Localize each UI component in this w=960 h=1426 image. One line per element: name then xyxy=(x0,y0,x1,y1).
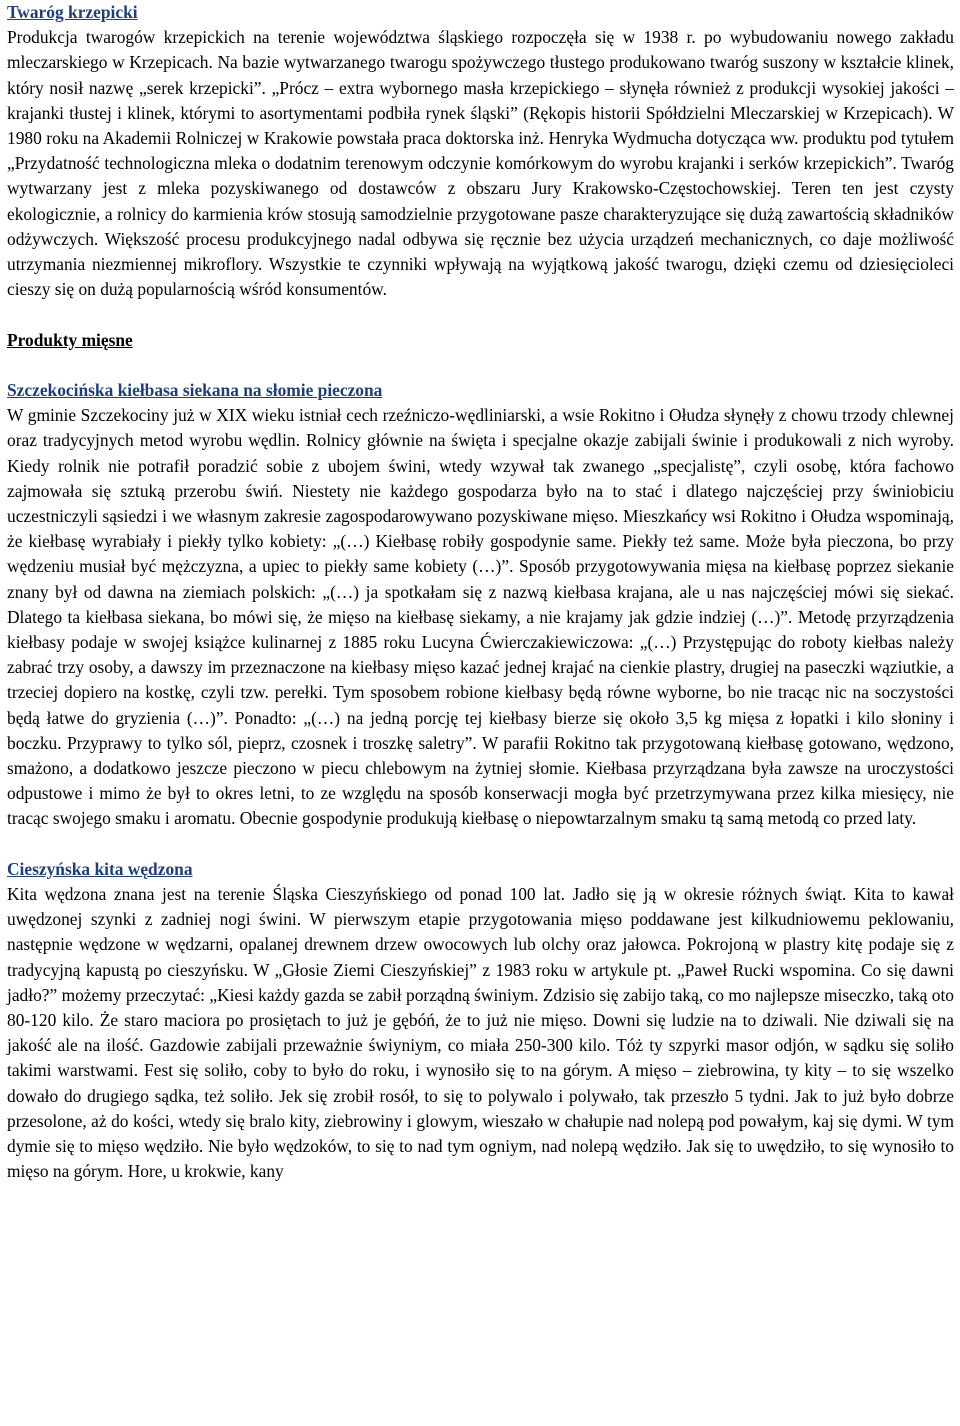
section-heading-produkty-miesne: Produkty mięsne xyxy=(7,329,133,350)
spacer xyxy=(7,832,954,857)
section-heading-kita-wedzona: Cieszyńska kita wędzona xyxy=(7,858,193,879)
section-text-kielbasa-siekana: W gminie Szczekociny już w XIX wieku istniał cech rzeźniczo-wędliniarski, a wsie Rokitno i Ołudza słynęły z chowu trzody chlewnej oraz tradycyjnych metod wyrobu wędlin. Rolnicy głównie na święta i specjalne okazje zabijali świnie i produkowali z nich wyroby. Kiedy rolnik nie potrafił poradzić sobie z ubojem świni, wtedy wzywał tak zwanego „specjalistę”, czyli osobę, która fachowo zajmowała się sztuką przerobu świń. Niestety nie każdego gospodarza było na to stać i dlatego najczęściej przy świniobiciu uczestniczyli sąsiedzi i we własnym zakresie zagospodarowywano pozyskiwane mięso. Mieszkańcy wsi Rokitno i Ołudza wspominają, że kiełbasę wyrabiały i piekły tylko kobiety: „(…) Kiełbasę robiły gospodynie same. Piekły też same. Może była pieczona, bo przy wędzeniu musiał być mężczyzna, a upiec to piekły same kobiety (…)”. Sposób przygotowywania mięsa na kiełbasę poprzez siekanie znany był od dawna na ziemiach polskich: „(…) ja spotkałam się z nazwą kiełbasa krajana, ale u nas najczęściej mówi się siekać. Dlatego ta kiełbasa siekana, bo mówi się, że mięso na kiełbasę siekamy, a nie krajamy jak gdzie indziej (…)”. Metodę przyrządzenia kiełbasy podaje w swojej książce kulinarnej z 1885 roku Lucyna Ćwierczakiewiczowa: „(…) Przystępując do roboty kiełbas należy zabrać trzy osoby, a dawszy im przeznaczone na kiełbasy mięso kazać jednej krajać na cienkie plastry, drugiej na paseczki wąziutkie, a trzeciej dopiero na kostkę, czyli tzw. perełki. Tym sposobem robione kiełbasy będą równe wyborne, bo nie tracąc nic na soczystości będą łatwe do gryzienia (…)”. Ponadto: „(…) na jedną porcję tej kiełbasy bierze się około 3,5 kg mięsa z łopatki i kilo słoniny i boczku. Przyprawy to tylko sól, pieprz, czosnek i troszkę saletry”. W parafii Rokitno tak przygotowaną kiełbasę gotowano, wędzono, smażono, a dodatkowo jeszcze pieczono w piecu chlebowym na żytniej słomie. Kiełbasa przyrządzana była zawsze na uroczystości odpustowe i mimo że był to okres letni, to ze względu na sposób konserwacji mogła być przetrzymywana przez kilka miesięcy, nie tracąc swojego smaku i aromatu. Obecnie gospodynie produkują kiełbasę o niepowtarzalnym smaku tą samą metodą co przed laty. xyxy=(7,405,954,829)
section-text-twarog-krzepicki: Produkcja twarogów krzepickich na terenie województwa śląskiego rozpoczęła się w 1938 r. po wybudowaniu nowego zakładu mleczarskiego w Krzepicach. Na bazie wytwarzanego twarogu spożywczego tłustego produkowano twaróg suszony w kształcie klinek, który nosił nazwę „serek krzepicki”. „Prócz – extra wybornego masła krzepickiego – słynęła również z produkcji wysokiej jakości – krajanki tłustej i klinek, którymi to asortymentami podbiła rynek śląski” (Rękopis historii Spółdzielni Mleczarskiej w Krzepicach). W 1980 roku na Akademii Rolniczej w Krakowie powstała praca doktorska inż. Henryka Wydmucha dotycząca ww. produktu pod tytułem „Przydatność technologiczna mleka o dodatnim terenowym odczynie komórkowym do wyrobu krajanki i serków krzepickich”. Twaróg wytwarzany jest z mleka pozyskiwanego od dostawców z obszaru Jury Krakowsko-Częstochowskiej. Teren ten jest czysty ekologicznie, a rolnicy do karmienia krów stosują samodzielnie przygotowane pasze charakteryzujące się dużą zawartością składników odżywczych. Większość procesu produkcyjnego nadal odbywa się ręcznie bez użycia urządzeń mechanicznych, co daje możliwość utrzymania niezmiennej mikroflory. Wszystkie te czynniki wpływają na wyjątkową jakość twarogu, dzięki czemu od dziesięcioleci cieszy się on dużą popularnością wśród konsumentów. xyxy=(7,27,954,300)
spacer xyxy=(7,353,954,378)
section-text-kita-wedzona: Kita wędzona znana jest na terenie Śląska Cieszyńskiego od ponad 100 lat. Jadło się ją w okresie różnych świąt. Kita to kawał uwędzonej szynki z zadniej nogi świni. W pierwszym etapie przygotowania mięso poddawane jest kilkudniowemu peklowaniu, następnie wędzone w wędzarni, opalanej drewnem drzew owocowych lub olchy oraz jałowca. Pokrojoną w plastry kitę podaje się z tradycyjną kapustą po cieszyńsku. W „Głosie Ziemi Cieszyńskiej” z 1983 roku w artykule pt. „Paweł Rucki wspomina. Co się dawni jadło?” możemy przeczytać: „Kiesi każdy gazda se zabił porządną świniym. Zdzisio się zabijo taką, co mo najlepsze miseczko, taką oto 80-120 kilo. Że staro maciora po prosiętach to już je gębóń, że to już nie mięso. Downi się ludzie na to dziwali. Nie dziwali się na jakość ale na ilość. Gazdowie zabijali przeważnie świyniym, co miała 250-300 kilo. Tóż ty szpyrki masor odjón, w sądku się soliło takimi warstwami. Fest się soliło, coby to było do roku, i wynosiło się to na górym. A mięso – ziebrowina, ty kity – to się wszelko dowało do drugiego sądka, też soliło. Jek się zrobił rosół, to się to polywalo i polywało, tak przeszło 5 tydni. Jak to już było dobrze przesolone, aż do kości, wtedy się bralo kity, ziebrowiny i glowym, wieszało w chałupie nad nolepą pod powałym, kaj się dymi. W tym dymie się to mięso wędziło. Nie było wędzoków, to się to nad tym ogniym, nad nolepą wędziło. Jak się to uwędziło, to się wynosiło to mięso na górym. Hore, u krokwie, kany xyxy=(7,884,954,1182)
section-heading-kielbasa-siekana: Szczekocińska kiełbasa siekana na słomie pieczona xyxy=(7,380,383,401)
section-heading-twarog-krzepicki: Twaróg krzepicki xyxy=(7,2,138,22)
spacer xyxy=(7,302,954,327)
